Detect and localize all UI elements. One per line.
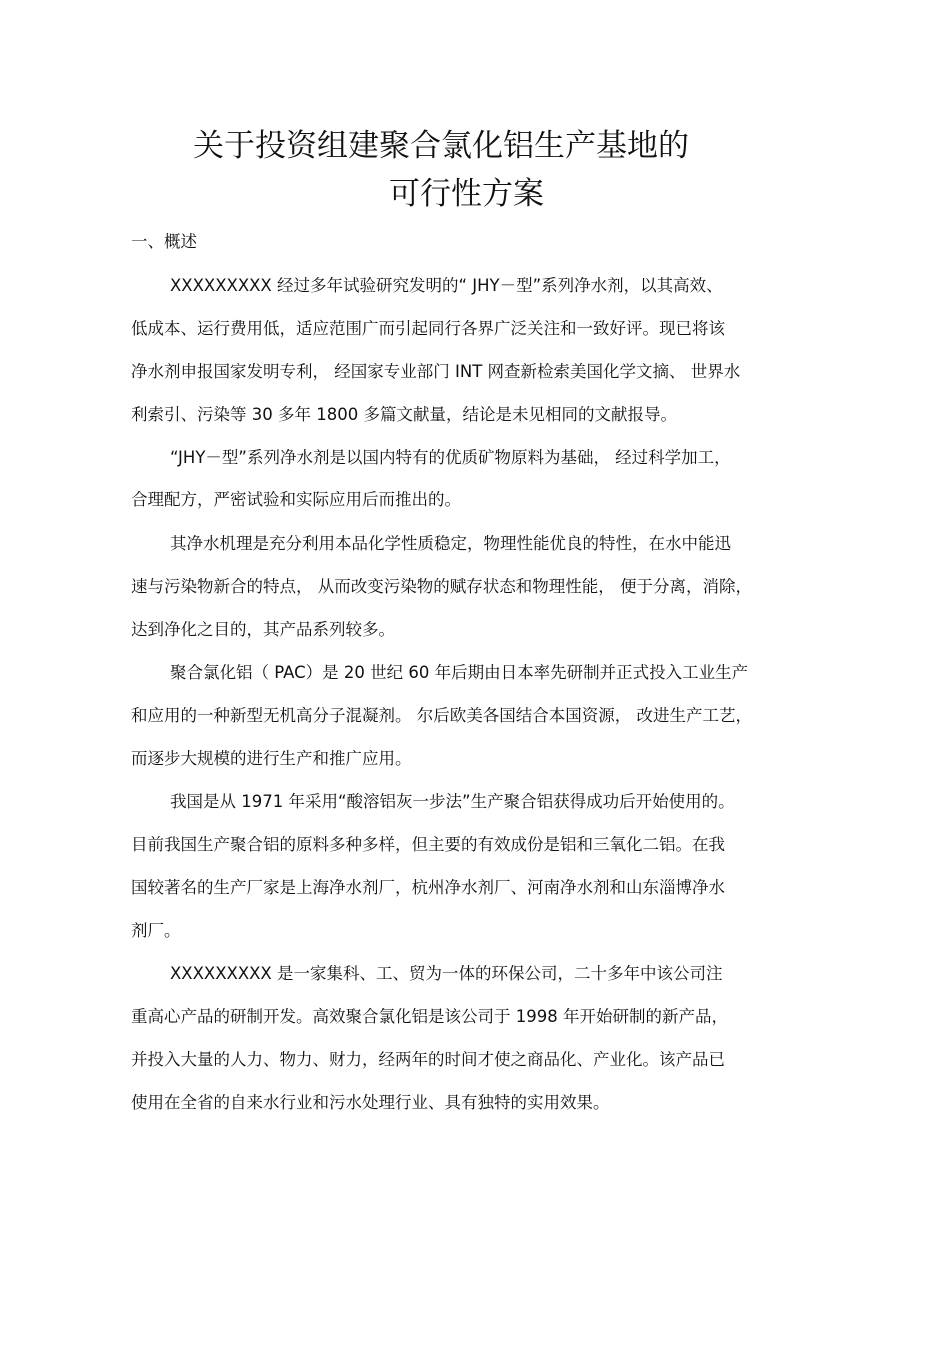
document-title-line-1: 关于投资组建聚合氯化铝生产基地的: [193, 128, 689, 164]
paragraph-5-line-1: 我国是从 1971 年采用“酸溶铝灰一步法”生产聚合铝获得成功后开始使用的。: [170, 792, 735, 811]
paragraph-2-line-1: “JHY－型”系列净水剂是以国内特有的优质矿物原料为基础， 经过科学加工，: [170, 448, 731, 467]
paragraph-3-line-1: 其净水机理是充分利用本品化学性质稳定，物理性能优良的特性，在水中能迅: [170, 534, 731, 553]
paragraph-3-line-3: 达到净化之目的，其产品系列较多。: [131, 620, 395, 639]
paragraph-3-line-2: 速与污染物新合的特点， 从而改变污染物的赋存状态和物理性能， 便于分离，消除，: [131, 577, 752, 596]
paragraph-6-line-3: 并投入大量的人力、物力、财力，经两年的时间才使之商品化、产业化。该产品已: [131, 1050, 725, 1069]
section-heading: 一、概述: [131, 232, 197, 251]
paragraph-6-line-2: 重高心产品的研制开发。高效聚合氯化铝是该公司于 1998 年开始研制的新产品，: [131, 1007, 728, 1026]
document-title-line-2: 可行性方案: [389, 176, 544, 212]
paragraph-1-line-3: 净水剂申报国家发明专利， 经国家专业部门 INT 网查新检索美国化学文摘、 世界水: [131, 362, 741, 381]
paragraph-2-line-2: 合理配方，严密试验和实际应用后而推出的。: [131, 490, 461, 509]
paragraph-5-line-3: 国较著名的生产厂家是上海净水剂厂，杭州净水剂厂、河南净水剂和山东淄博净水: [131, 878, 725, 897]
paragraph-4-line-2: 和应用的一种新型无机高分子混凝剂。 尔后欧美各国结合本国资源， 改进生产工艺，: [131, 706, 752, 725]
paragraph-6-line-4: 使用在全省的自来水行业和污水处理行业、具有独特的实用效果。: [131, 1093, 610, 1112]
paragraph-5-line-4: 剂厂。: [131, 921, 181, 940]
paragraph-1-line-2: 低成本、运行费用低，适应范围广而引起同行各界广泛关注和一致好评。现已将该: [131, 319, 725, 338]
paragraph-6-line-1: XXXXXXXXX 是一家集科、工、贸为一体的环保公司，二十多年中该公司注: [170, 964, 723, 983]
paragraph-5-line-2: 目前我国生产聚合铝的原料多种多样，但主要的有效成份是铝和三氧化二铝。在我: [131, 835, 725, 854]
paragraph-4-line-1: 聚合氯化铝（ PAC）是 20 世纪 60 年后期由日本率先研制并正式投入工业生产: [170, 663, 749, 682]
paragraph-1-line-4: 利索引、污染等 30 多年 1800 多篇文献量，结论是未见相同的文献报导。: [131, 405, 677, 424]
paragraph-4-line-3: 而逐步大规模的进行生产和推广应用。: [131, 749, 412, 768]
paragraph-1-line-1: XXXXXXXXX 经过多年试验研究发明的“ JHY－型”系列净水剂，以其高效、: [170, 276, 723, 295]
